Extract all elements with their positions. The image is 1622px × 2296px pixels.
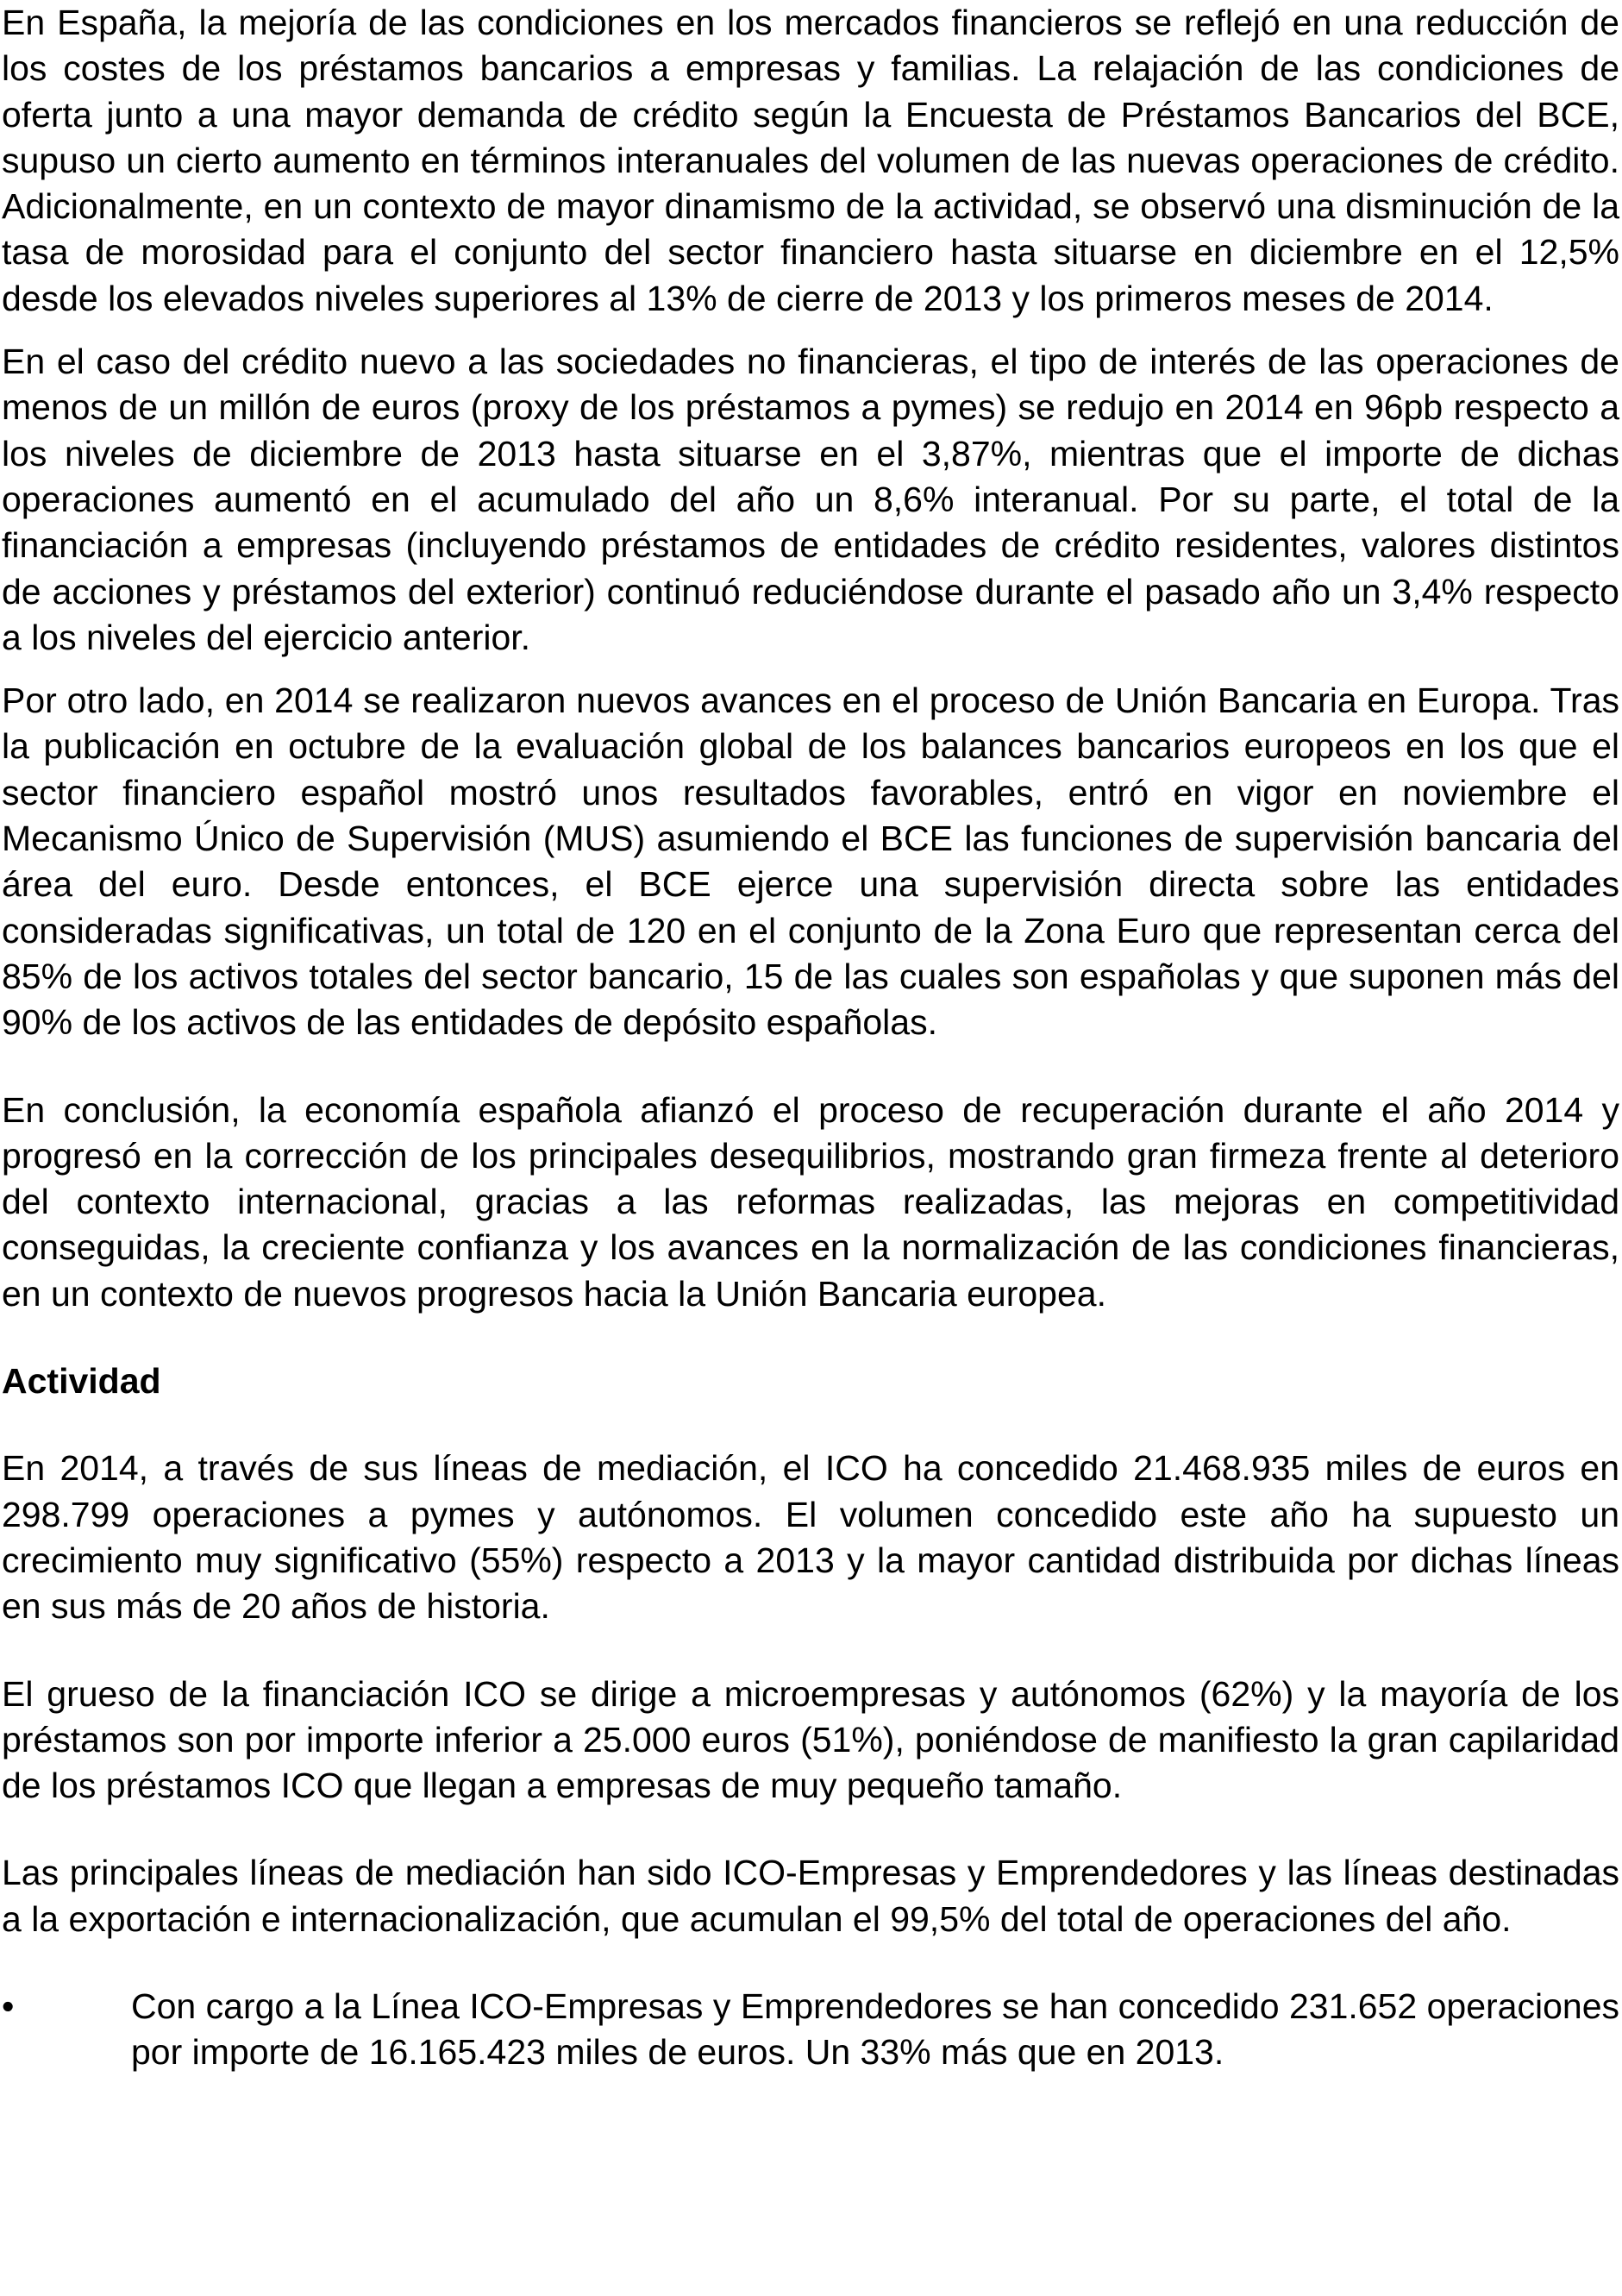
paragraph-financial-conditions: En España, la mejoría de las condiciones en los mercados financieros se reflejó en una reducción de los costes de los préstamos bancarios a empresas y familias. La relajación de las condiciones de oferta junto a una mayor demanda de crédito según la Encuesta de Préstamos Bancarios del BCE, supuso un cierto aumento en términos interanuales del volumen de las nuevas operaciones de crédito. Adicionalmente, en un contexto de mayor dinamismo de la actividad, se observó una disminución de la tasa de morosidad para el conjunto del sector financiero hasta situarse en diciembre en el 12,5% desde los elevados niveles superiores al 13% de cierre de 2013 y los primeros meses de 2014. xyxy=(2,3,1619,318)
paragraph-new-credit: En el caso del crédito nuevo a las sociedades no financieras, el tipo de interés de las operaciones de menos de un millón de euros (proxy de los préstamos a pymes) se redujo en 2014 en 96pb respecto a los niveles de diciembre de 2013 hasta situarse en el 3,87%, mientras que el importe de dichas operaciones aumentó en el acumulado del año un 8,6% interanual. Por su parte, el total de la financiación a empresas (incluyendo préstamos de entidades de crédito residentes, valores distintos de acciones y préstamos del exterior) continuó reduciéndose durante el pasado año un 3,4% respecto a los niveles del ejercicio anterior. xyxy=(2,342,1619,657)
paragraph-ico-microenterprises: El grueso de la financiación ICO se dirige a microempresas y autónomos (62%) y la mayoría de los préstamos son por importe inferior a 25.000 euros (51%), poniéndose de manifiesto la gran capilaridad de los préstamos ICO que llegan a empresas de muy pequeño tamaño. xyxy=(2,1673,1619,1806)
paragraph-ico-main-lines: Las principales líneas de mediación han sido ICO-Empresas y Emprendedores y las líneas destinadas a la exportación e internacionalización, que acumulan el 99,5% del total de operaciones del año. xyxy=(2,1853,1619,1939)
bullet-list-item xyxy=(2,1984,1619,2076)
paragraph-ico-volume: En 2014, a través de sus líneas de mediación, el ICO ha concedido 21.468.935 miles de euros en 298.799 operaciones a pymes y autónomos. El volumen concedido este año ha supuesto un crecimiento muy significativo (55%) respecto a 2013 y la mayor cantidad distribuida por dichas líneas en sus más de 20 años de historia. xyxy=(2,1448,1619,1627)
paragraph-conclusion: En conclusión, la economía española afianzó el proceso de recuperación durante el año 2014 y progresó en la corrección de los principales desequilibrios, mostrando gran firmeza frente al deterioro del contexto internacional, gracias a las reformas realizadas, las mejoras en competitividad conseguidas, la creciente confianza y los avances en la normalización de las condiciones financieras, en un contexto de nuevos progresos hacia la Unión Bancaria europea. xyxy=(2,1089,1619,1314)
section-heading-actividad: Actividad xyxy=(2,1361,161,1402)
bullet-marker: • xyxy=(2,1985,15,2026)
bullet-text: Con cargo a la Línea ICO-Empresas y Emprendedores se han concedido 231.652 operaciones por importe de 16.165.423 miles de euros. Un 33% más que en 2013. xyxy=(131,1985,1619,2073)
document-body xyxy=(2,0,1619,2076)
paragraph-banking-union: Por otro lado, en 2014 se realizaron nuevos avances en el proceso de Unión Bancaria en Europa. Tras la publicación en octubre de la evaluación global de los balances bancarios europeos en los que el sector financiero español mostró unos resultados favorables, entró en vigor en noviembre el Mecanismo Único de Supervisión (MUS) asumiendo el BCE las funciones de supervisión bancaria del área del euro. Desde entonces, el BCE ejerce una supervisión directa sobre las entidades consideradas significativas, un total de 120 en el conjunto de la Zona Euro que representan cerca del 85% de los activos totales del sector bancario, 15 de las cuales son españolas y que suponen más del 90% de los activos de las entidades de depósito españolas. xyxy=(2,681,1619,1043)
